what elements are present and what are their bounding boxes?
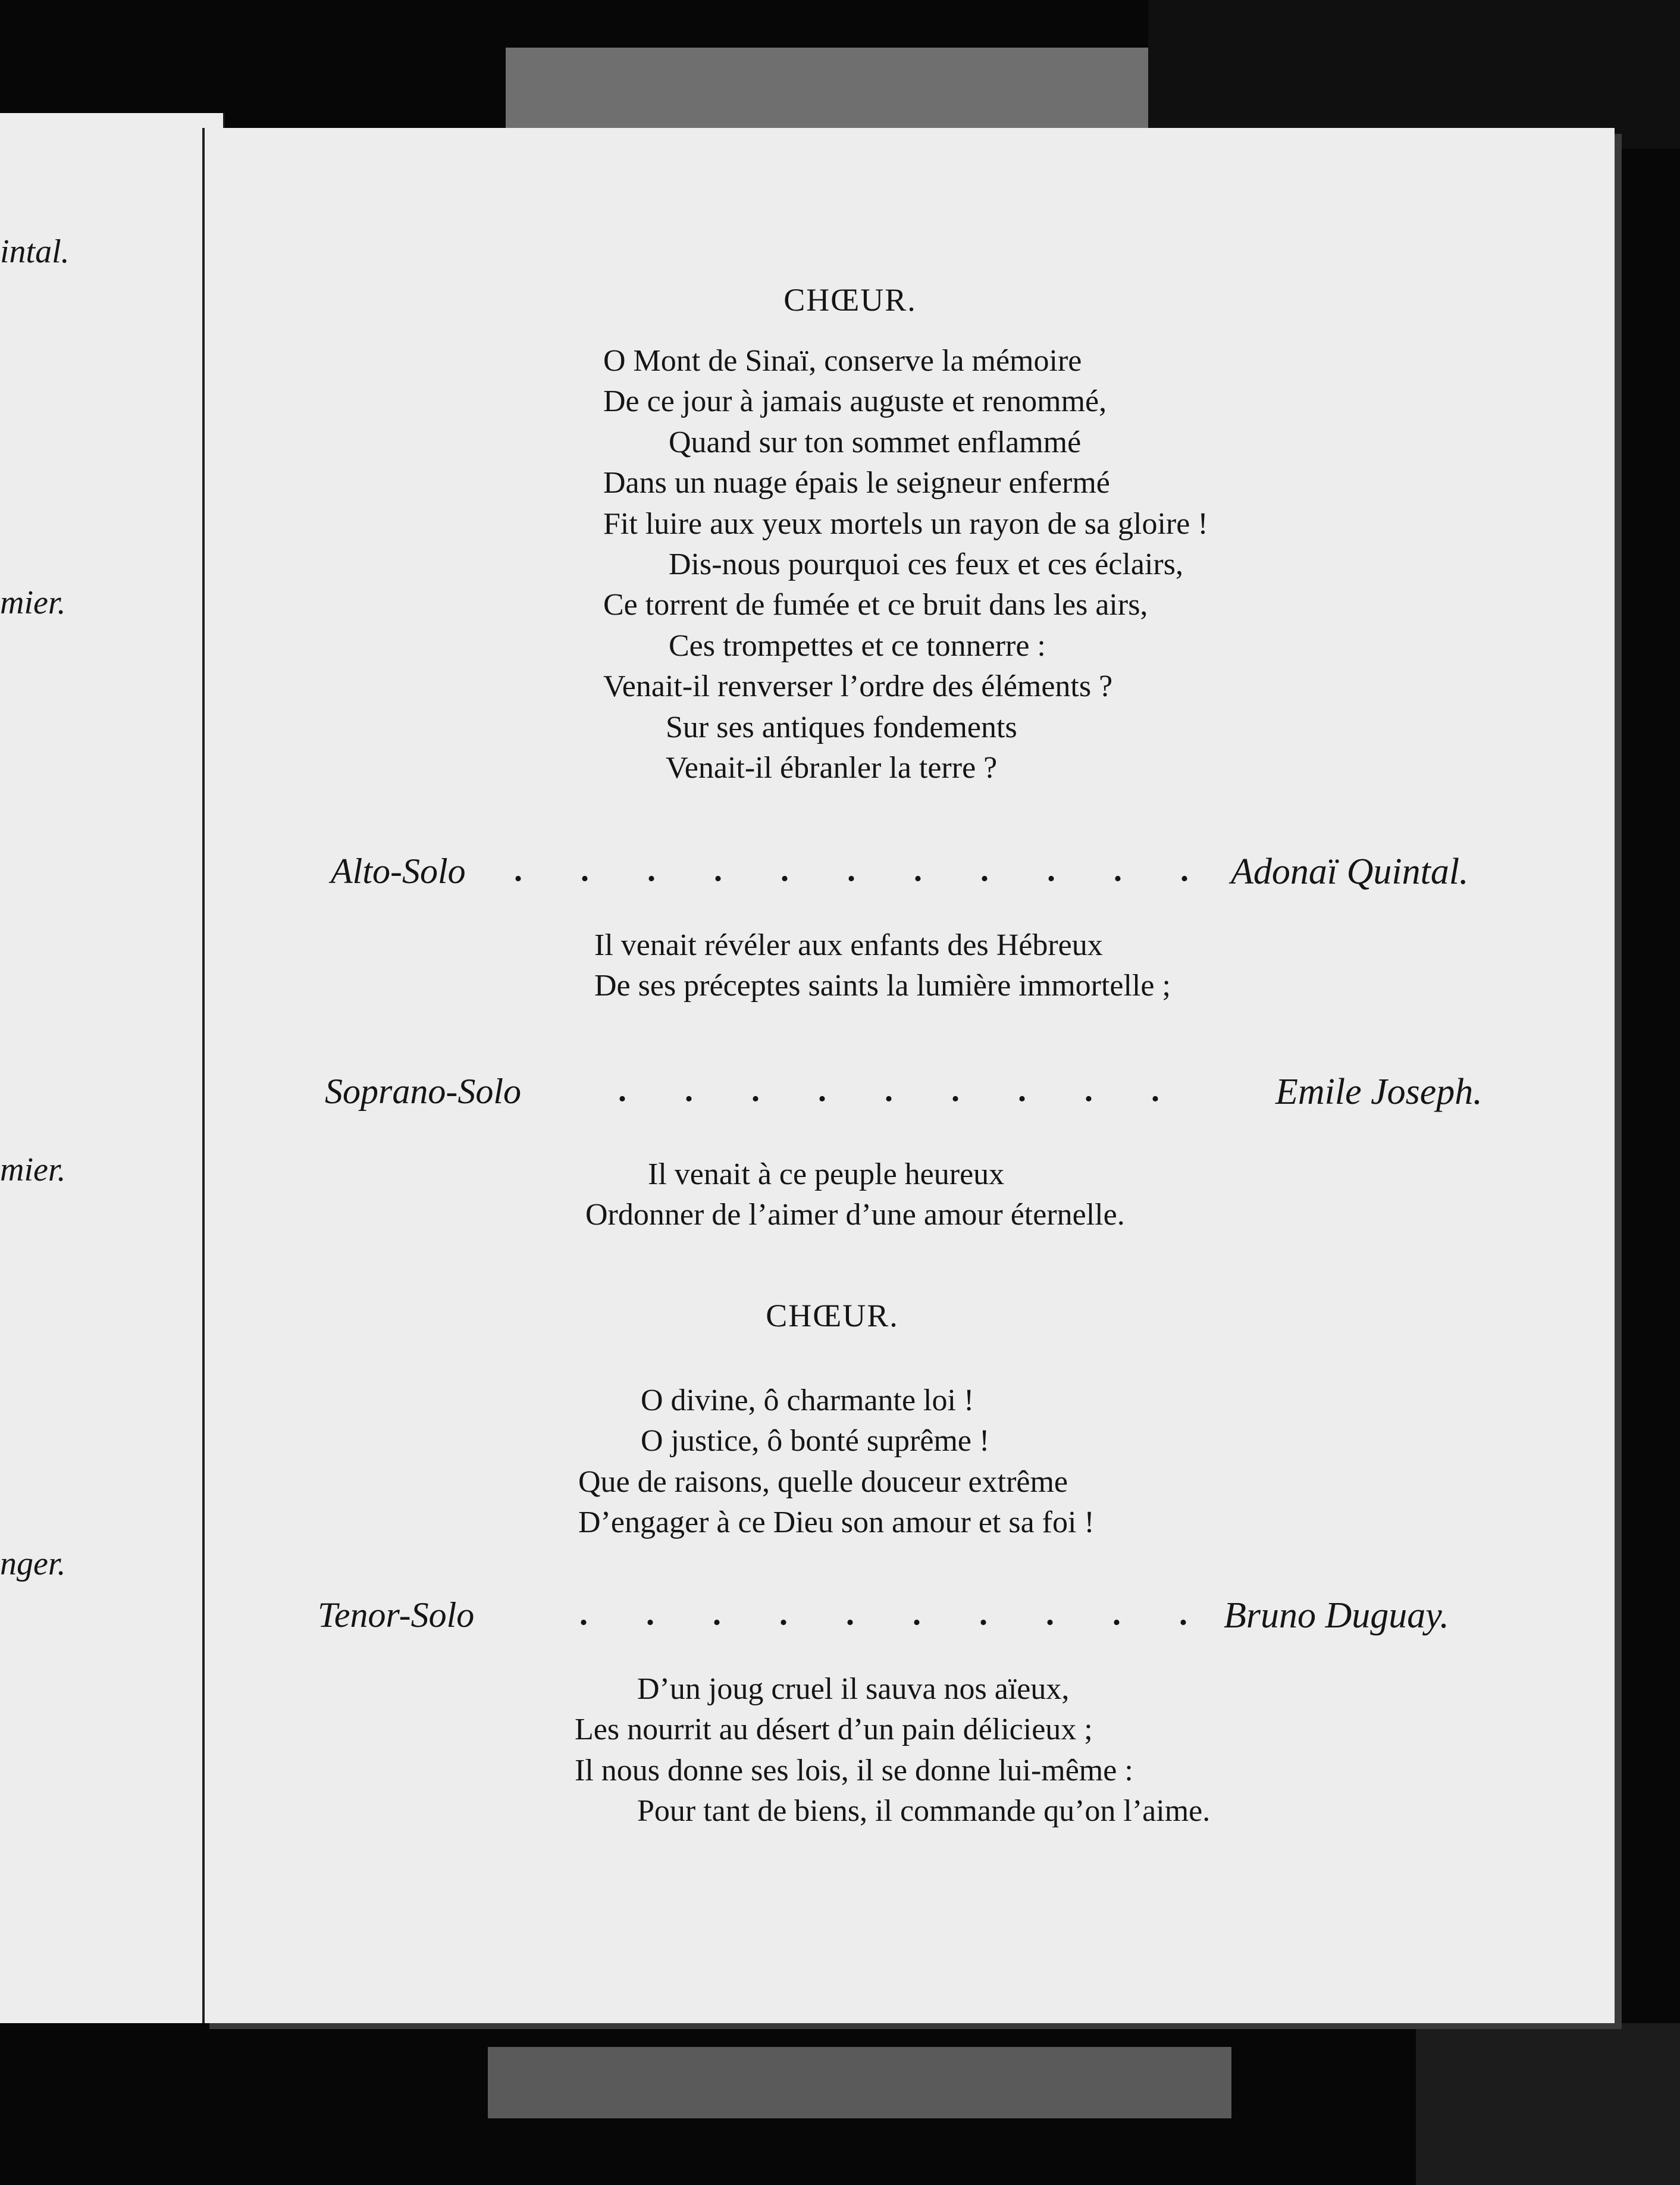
verse-block bbox=[575, 1669, 1210, 1832]
verse-line: Sur ses antiques fondements bbox=[666, 710, 1017, 744]
verse-line: Dans un nuage épais le seigneur enfermé bbox=[603, 466, 1110, 500]
role-label: Tenor-Solo bbox=[318, 1595, 475, 1635]
left-page-fragment: mier. bbox=[0, 584, 66, 621]
tape-strip-bottom bbox=[488, 2047, 1231, 2118]
left-page-fragment: nger. bbox=[0, 1545, 66, 1582]
verse-line: Ce torrent de fumée et ce bruit dans les airs, bbox=[603, 588, 1148, 622]
verse-line: D’engager à ce Dieu son amour et sa foi ! bbox=[578, 1505, 1095, 1540]
verse-line: Dis-nous pourquoi ces feux et ces éclairs, bbox=[669, 547, 1183, 582]
verse-line: Venait-il ébranler la terre ? bbox=[666, 751, 998, 785]
verse-block bbox=[603, 341, 1208, 788]
verse-line: Pour tant de biens, il commande qu’on l’aime. bbox=[637, 1794, 1211, 1829]
performer-row-soprano bbox=[205, 1071, 1615, 1119]
verse-line: De ses préceptes saints la lumière immortelle ; bbox=[594, 969, 1171, 1003]
dot-leader: . . . . . . . . . . . bbox=[514, 852, 1214, 888]
verse-line: Les nourrit au désert d’un pain délicieux ; bbox=[575, 1713, 1093, 1747]
verse-block bbox=[578, 1381, 1095, 1544]
singer-name: Emile Joseph. bbox=[1275, 1072, 1482, 1112]
verse-line: Il nous donne ses lois, il se donne lui-même : bbox=[575, 1753, 1133, 1788]
verse-line: O divine, ô charmante loi ! bbox=[641, 1383, 974, 1417]
performer-row-alto bbox=[205, 851, 1615, 899]
verse-block bbox=[585, 1154, 1125, 1236]
verse-line: O justice, ô bonté suprême ! bbox=[641, 1424, 990, 1458]
verse-line: Que de raisons, quelle douceur extrême bbox=[578, 1464, 1068, 1499]
verse-line: Il venait révéler aux enfants des Hébreux bbox=[594, 928, 1103, 962]
verse-line: Venait-il renverser l’ordre des éléments ? bbox=[603, 669, 1113, 704]
role-label: Soprano-Solo bbox=[325, 1072, 521, 1111]
dot-leader: . . . . . . . . . . bbox=[579, 1595, 1212, 1632]
dot-leader: . . . . . . . . . bbox=[618, 1072, 1184, 1109]
verse-line: Il venait à ce peuple heureux bbox=[648, 1157, 1005, 1191]
verse-line: Fit luire aux yeux mortels un rayon de sa gloire ! bbox=[603, 506, 1208, 541]
verse-line: Quand sur ton sommet enflammé bbox=[669, 425, 1082, 459]
verse-line: O Mont de Sinaï, conserve la mémoire bbox=[603, 344, 1082, 378]
role-label: Alto-Solo bbox=[331, 852, 466, 891]
dark-background-top bbox=[1148, 0, 1680, 149]
tape-strip-top bbox=[506, 48, 1154, 137]
singer-name: Bruno Duguay. bbox=[1224, 1595, 1449, 1636]
right-page bbox=[202, 128, 1615, 2023]
section-heading: CHŒUR. bbox=[766, 1298, 899, 1333]
verse-line: Ces trompettes et ce tonnerre : bbox=[669, 628, 1046, 663]
verse-line: De ce jour à jamais auguste et renommé, bbox=[603, 384, 1107, 419]
left-page-fragment: intal. bbox=[0, 233, 70, 270]
left-page-fragment: mier. bbox=[0, 1151, 66, 1188]
singer-name: Adonaï Quintal. bbox=[1231, 852, 1469, 892]
verse-line: Ordonner de l’aimer d’une amour éternelle. bbox=[585, 1198, 1125, 1232]
verse-line: D’un joug cruel il sauva nos aïeux, bbox=[637, 1672, 1070, 1706]
left-page bbox=[0, 113, 225, 2023]
performer-row-tenor bbox=[205, 1595, 1615, 1642]
section-heading: CHŒUR. bbox=[783, 282, 917, 318]
dark-background-bottom bbox=[1416, 2023, 1680, 2185]
verse-block bbox=[594, 925, 1171, 1007]
